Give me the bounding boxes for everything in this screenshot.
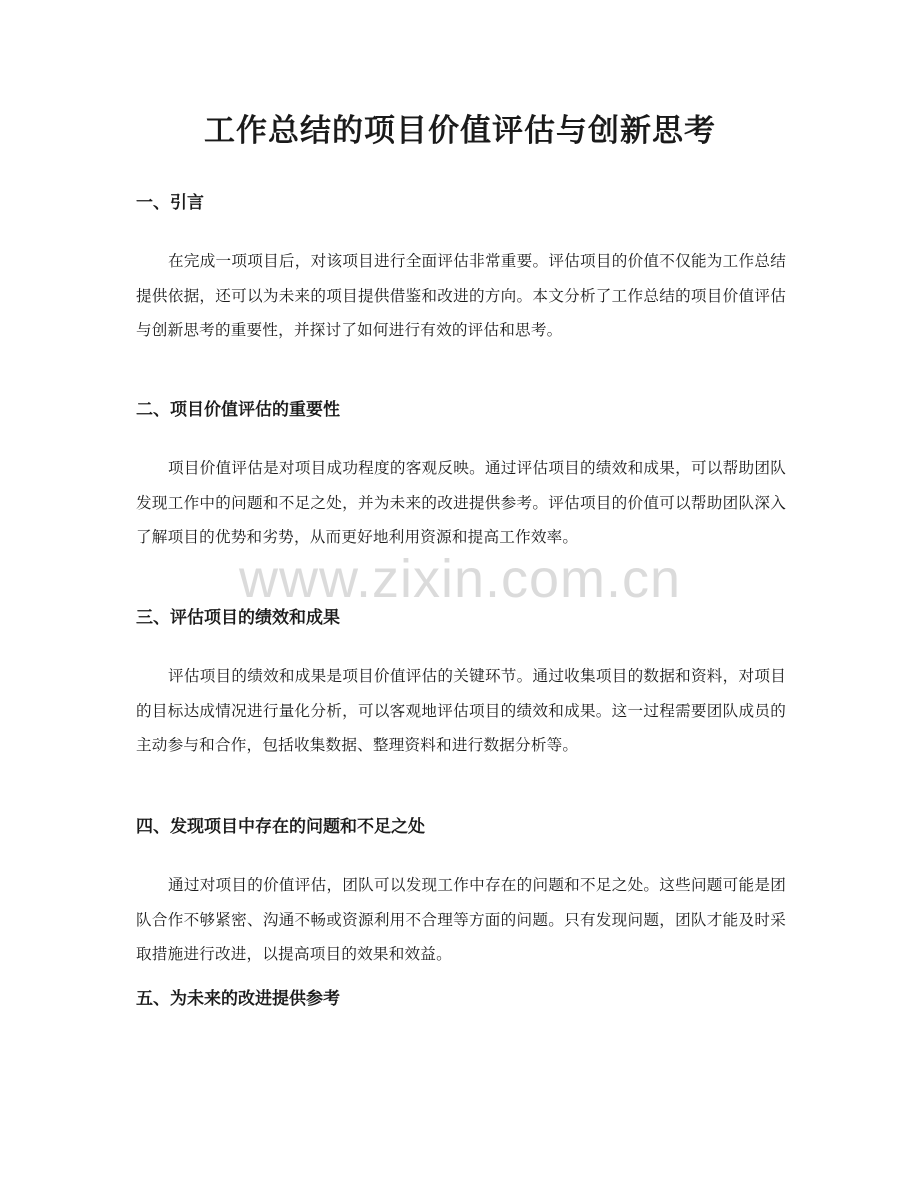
watermark: www.zixin.com.cn bbox=[238, 549, 682, 609]
section-heading: 四、发现项目中存在的问题和不足之处 bbox=[136, 817, 425, 837]
section-paragraph: 评估项目的绩效和成果是项目价值评估的关键环节。通过收集项目的数据和资料，对项目的目标达成情况进行量化分析，可以客观地评估项目的绩效和成果。这一过程需要团队成员的主动参与和合作，包括收集数据、整理资料和进行数据分析等。 bbox=[136, 667, 786, 755]
document-title: 工作总结的项目价值评估与创新思考 bbox=[204, 113, 716, 149]
section-heading: 二、项目价值评估的重要性 bbox=[136, 400, 340, 420]
section-importance bbox=[136, 397, 786, 555]
section-performance bbox=[136, 605, 786, 763]
section-problems bbox=[136, 814, 786, 972]
section-heading: 三、评估项目的绩效和成果 bbox=[136, 608, 340, 628]
section-paragraph: 在完成一项项目后，对该项目进行全面评估非常重要。评估项目的价值不仅能为工作总结提供依据，还可以为未来的项目提供借鉴和改进的方向。本文分析了工作总结的项目价值评估与创新思考的重要性，并探讨了如何进行有效的评估和思考。 bbox=[136, 252, 786, 340]
section-heading: 一、引言 bbox=[136, 193, 204, 213]
section-paragraph: 项目价值评估是对项目成功程度的客观反映。通过评估项目的绩效和成果，可以帮助团队发现工作中的问题和不足之处，并为未来的改进提供参考。评估项目的价值可以帮助团队深入了解项目的优势和劣势，从而更好地利用资源和提高工作效率。 bbox=[136, 459, 786, 547]
section-introduction bbox=[136, 190, 786, 348]
section-paragraph: 通过对项目的价值评估，团队可以发现工作中存在的问题和不足之处。这些问题可能是团队合作不够紧密、沟通不畅或资源利用不合理等方面的问题。只有发现问题，团队才能及时采取措施进行改进，以提高项目的效果和效益。 bbox=[136, 876, 786, 964]
section-heading: 五、为未来的改进提供参考 bbox=[136, 989, 340, 1009]
section-future-improvement bbox=[136, 986, 786, 1012]
